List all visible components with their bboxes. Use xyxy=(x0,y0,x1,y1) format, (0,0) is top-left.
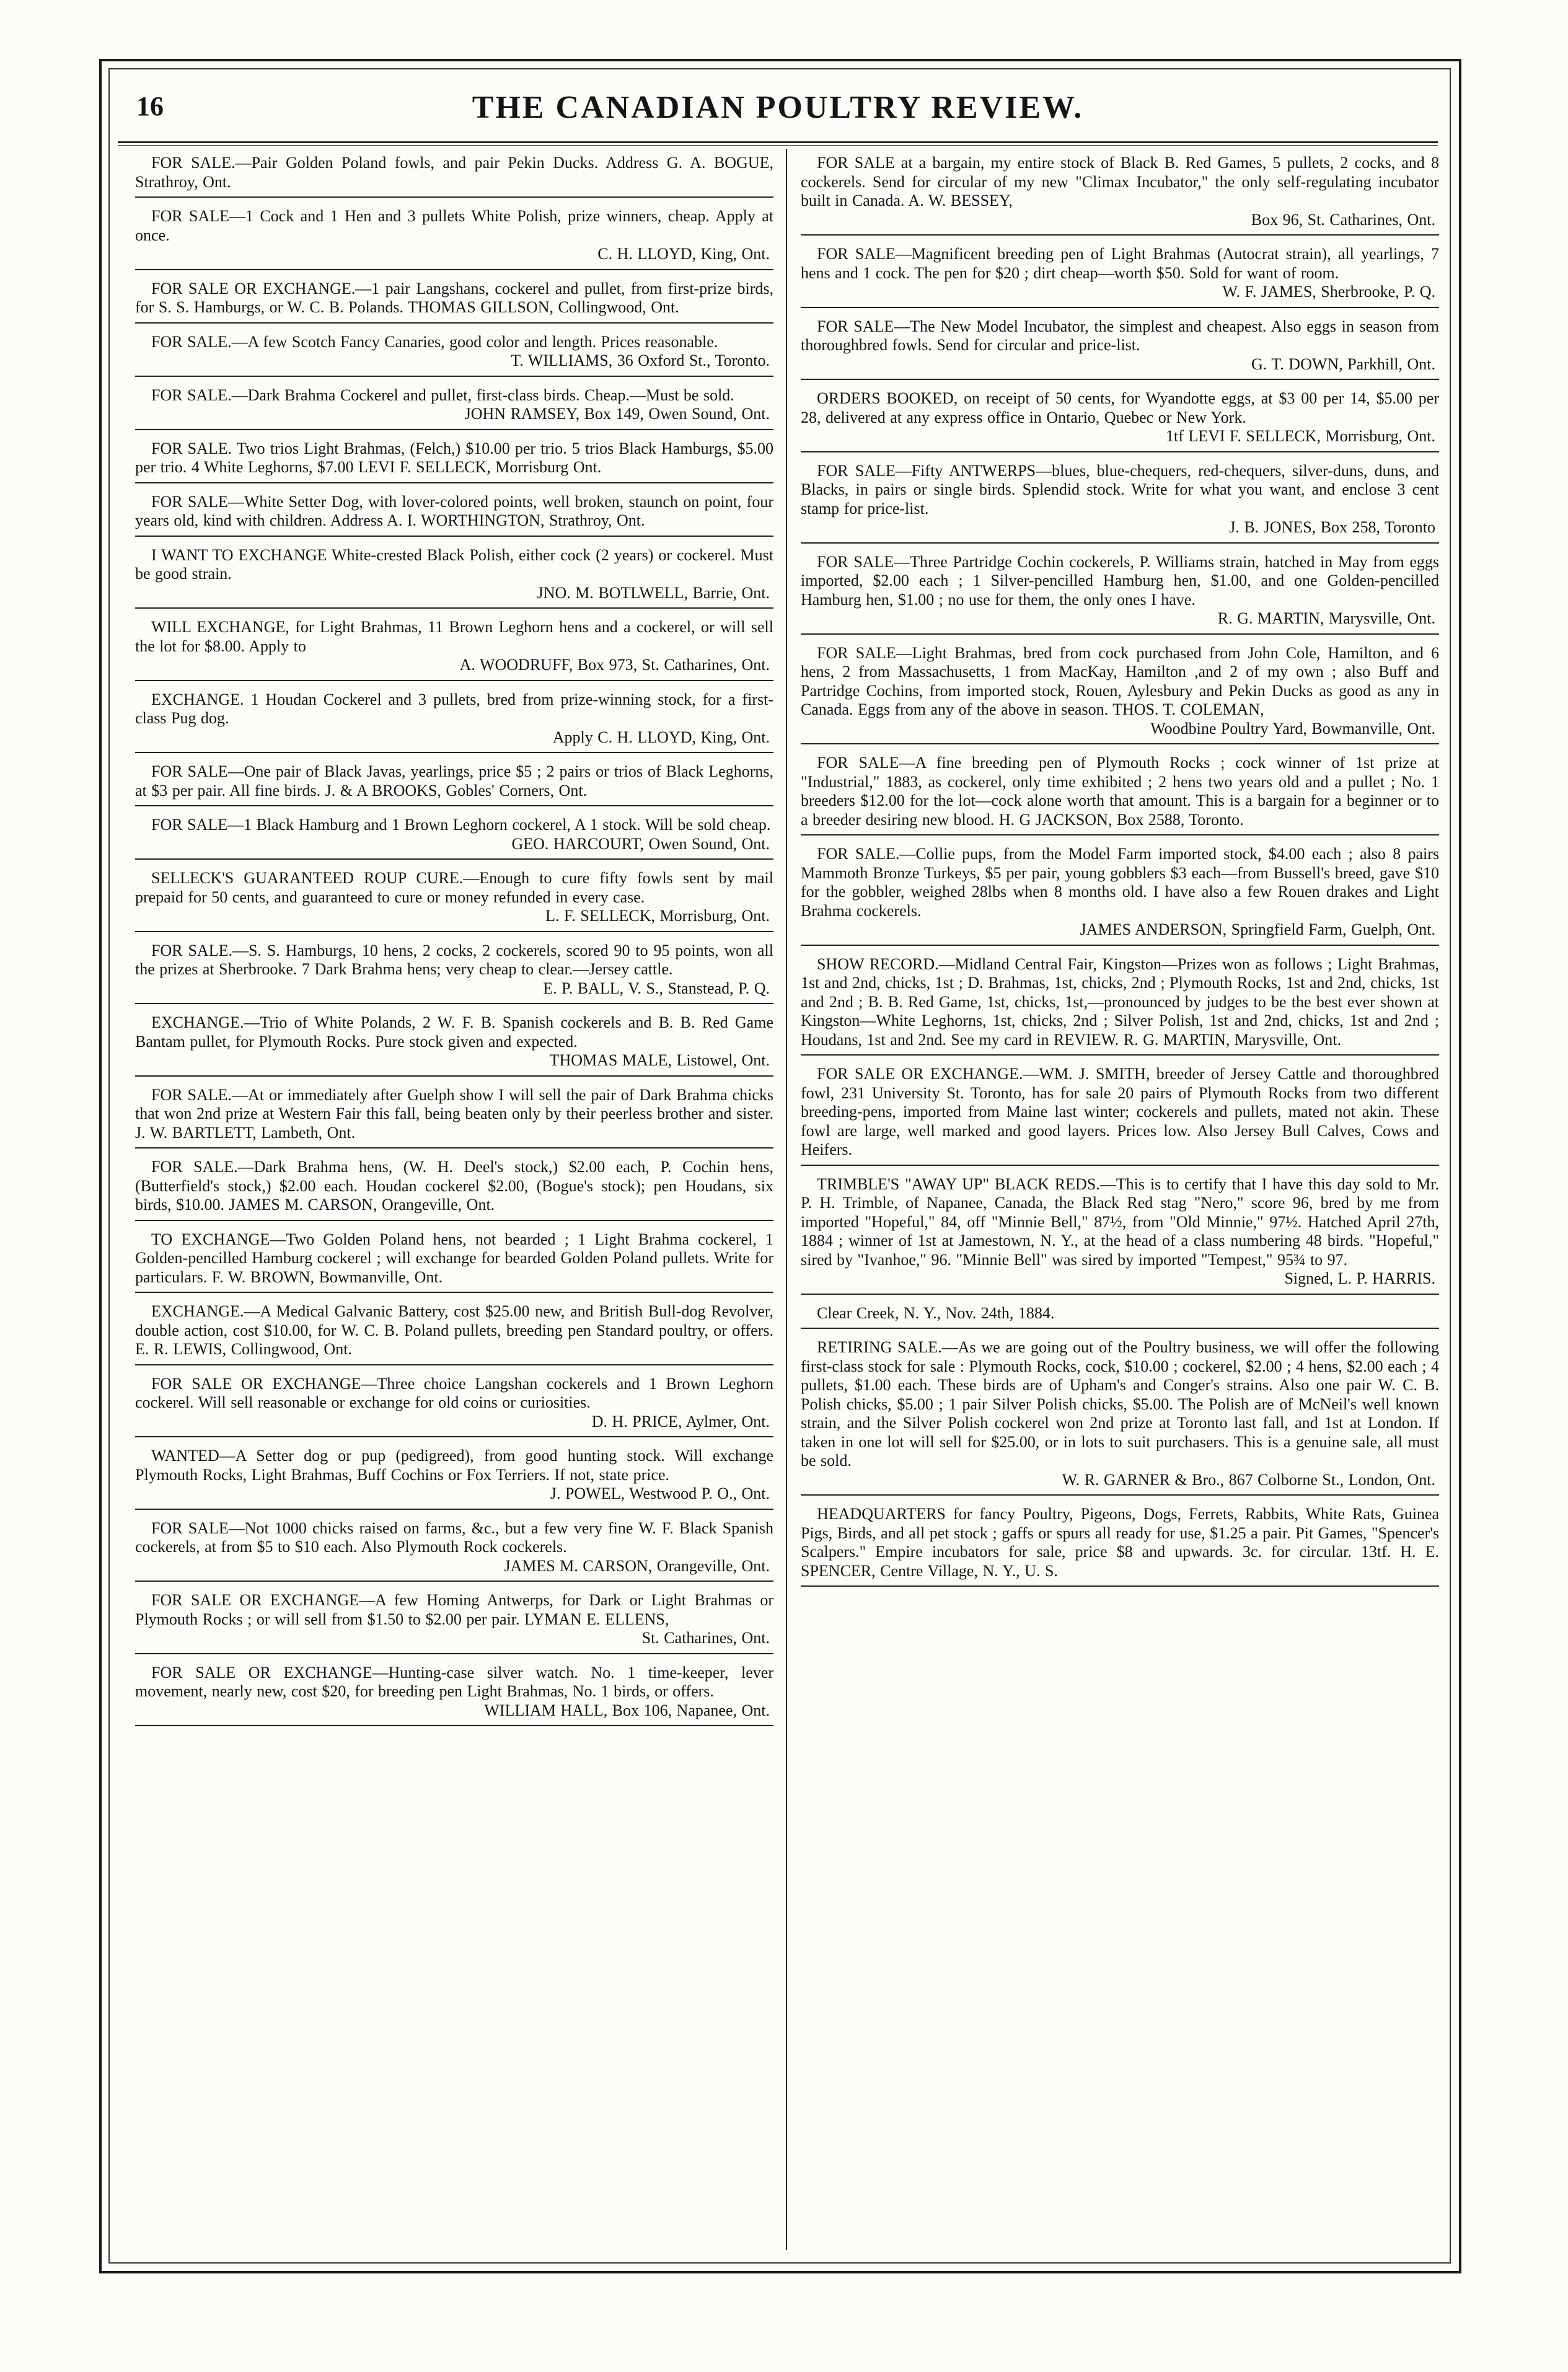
ad-text: SHOW RECORD.—Midland Central Fair, Kingston—Prizes won as follows ; Light Brahmas, 1st and 2nd, chicks, 1st ; D. Brahmas, 1st, chicks, 2nd ; Plymouth Rocks, 1st and 2nd, chicks, 1st and 2nd ; B. B. Red Game, 1st, chicks, 1st,—pronounced by judges to be the best ever shown at Kingston—White Leghorns, 1st, chicks, 2nd ; Silver Polish, 1st and 2nd, chicks, 1st and 2nd ; Houdans, 1st and 2nd. See my card in REVIEW. R. G. MARTIN, Marysville, Ont. xyxy=(801,955,1439,1049)
ad-signature: W. F. JAMES, Sherbrooke, P. Q. xyxy=(1222,283,1435,301)
ad-text: SELLECK'S GUARANTEED ROUP CURE.—Enough to cure fifty fowls sent by mail prepaid for 50 cents, and guaranteed to cure or money refunded in every case. xyxy=(135,869,773,906)
ad-text: EXCHANGE. 1 Houdan Cockerel and 3 pullets, bred from prize-winning stock, for a first-class Pug dog. xyxy=(135,690,773,727)
ad-text: FOR SALE.—Dark Brahma hens, (W. H. Deel's stock,) $2.00 each, P. Cochin hens, (Butterfield's stock,) $2.00 each. Houdan cockerel $2.00, (Bogue's stock); pen Houdans, six birds, $10.00. JAMES M. CARSON, Orangeville, Ont. xyxy=(135,1158,773,1214)
classified-ad xyxy=(135,541,773,609)
classified-ad xyxy=(135,1297,773,1365)
ad-text: FOR SALE OR EXCHANGE—Three choice Langshan cockerels and 1 Brown Leghorn cockerel. Will sell reasonable or exchange for old coins or curiosities. xyxy=(135,1374,773,1411)
classified-ad xyxy=(801,639,1439,745)
classified-ad xyxy=(801,240,1439,308)
classified-ad xyxy=(135,1586,773,1654)
ad-signature: C. H. LLOYD, King, Ont. xyxy=(597,245,770,263)
ad-text: FOR SALE—A fine breeding pen of Plymouth Rocks ; cock winner of 1st prize at "Industrial," 1883, as cockerel, only time exhibited ; 2 hens two years old and a pullet ; No. 1 breeders $12.00 for the lot—cock alone worth that amount. This is a bargain for a beginner or to a breeder desiring new blood. H. G JACKSON, Box 2588, Toronto. xyxy=(801,754,1439,829)
classified-ad xyxy=(135,864,773,932)
ad-text: WANTED—A Setter dog or pup (pedigreed), from good hunting stock. Will exchange Plymouth Rocks, Light Brahmas, Buff Cochins or Fox Terriers. If not, state price. xyxy=(135,1447,773,1484)
ad-signature: J. B. JONES, Box 258, Toronto xyxy=(1229,518,1435,536)
classified-ad xyxy=(135,488,773,537)
ad-text: FOR SALE.—Collie pups, from the Model Farm imported stock, $4.00 each ; also 8 pairs Mammoth Bronze Turkeys, $5 per pair, young gobblers $3 each—from Bussell's breed, gave $10 for the gobbler, weighed 28lbs when 8 months old. I have also a few Rouen drakes and Light Brahma cockerels. xyxy=(801,845,1439,920)
ad-text: WILL EXCHANGE, for Light Brahmas, 11 Brown Leghorn hens and a cockerel, or will sell the lot for $8.00. Apply to xyxy=(135,618,773,655)
ad-signature: W. R. GARNER & Bro., 867 Colborne St., London, Ont. xyxy=(1062,1470,1435,1489)
ad-signature: St. Catharines, Ont. xyxy=(641,1629,770,1647)
classified-ad xyxy=(135,811,773,860)
page-number: 16 xyxy=(136,91,164,121)
classified-ad xyxy=(135,1008,773,1077)
classified-ad xyxy=(801,384,1439,452)
right-column xyxy=(801,149,1439,2250)
ad-signature: A. WOODRUFF, Box 973, St. Catharines, Ont. xyxy=(459,656,770,674)
column-divider xyxy=(786,149,787,2250)
classified-ad xyxy=(135,275,773,324)
ad-text: FOR SALE OR EXCHANGE.—WM. J. SMITH, breeder of Jersey Cattle and thoroughbred fowl, 231 University St. Toronto, has for sale 20 pairs of Plymouth Rocks from two different breeding-pens, imported from Maine last winter; cockerels and pullets, mated not akin. These fowl are large, well marked and good layers. Prices low. Also Jersey Bull Calves, Cows and Heifers. xyxy=(801,1065,1439,1158)
classified-ad xyxy=(801,1333,1439,1496)
classified-ad xyxy=(801,312,1439,381)
ad-text: FOR SALE—Not 1000 chicks raised on farms, &c., but a few very fine W. F. Black Spanish cockerels, at from $5 to $10 each. Also Plymouth Rock cockerels. xyxy=(135,1519,773,1556)
classified-ad xyxy=(801,950,1439,1056)
header-rule xyxy=(118,141,1438,143)
page-header xyxy=(124,73,1432,141)
ad-text: FOR SALE—Fifty ANTWERPS—blues, blue-chequers, red-chequers, silver-duns, duns, and Blacks, in pairs or single birds. Splendid stock. Write for what you want, and enclose 3 cent stamp for price-list. xyxy=(801,461,1439,518)
ad-text: FOR SALE. Two trios Light Brahmas, (Felch,) $10.00 per trio. 5 trios Black Hamburgs, $5.00 per trio. 4 White Leghorns, $7.00 LEVI F. SELLECK, Morrisburg Ont. xyxy=(135,439,773,476)
ad-signature: R. G. MARTIN, Marysville, Ont. xyxy=(1217,609,1435,627)
ad-signature: JAMES M. CARSON, Orangeville, Ont. xyxy=(504,1556,770,1575)
classified-ad xyxy=(801,1170,1439,1295)
ad-text: EXCHANGE.—A Medical Galvanic Battery, cost $25.00 new, and British Bull-dog Revolver, double action, cost $10.00, for W. C. B. Poland pullets, breeding pen Standard poultry, or offers. E. R. LEWIS, Collingwood, Ont. xyxy=(135,1302,773,1358)
classified-ad xyxy=(801,749,1439,835)
ad-signature: Box 96, St. Catharines, Ont. xyxy=(1251,210,1435,229)
ad-signature: JOHN RAMSEY, Box 149, Owen Sound, Ont. xyxy=(464,405,770,423)
ad-text: FOR SALE.—A few Scotch Fancy Canaries, good color and length. Prices reasonable. xyxy=(151,332,718,351)
ad-signature: L. F. SELLECK, Morrisburg, Ont. xyxy=(545,907,770,925)
classified-ad xyxy=(135,328,773,377)
ad-text: FOR SALE at a bargain, my entire stock of Black B. Red Games, 5 pullets, 2 cocks, and 8 cockerels. Send for circular of my new "Climax Incubator," the only self-regulating incubator built in Canada. A. W. BESSEY, xyxy=(801,154,1439,209)
ad-signature: Signed, L. P. HARRIS. xyxy=(1284,1269,1435,1287)
classified-ad xyxy=(135,937,773,1005)
classified-ad xyxy=(135,149,773,198)
classified-ad xyxy=(135,202,773,270)
classified-ad xyxy=(801,840,1439,946)
ad-text: TO EXCHANGE—Two Golden Poland hens, not bearded ; 1 Light Brahma cockerel, 1 Golden-pencilled Hamburg cockerel ; will exchange for bearded Golden Poland pullets. Write for particulars. F. W. BROWN, Bowmanville, Ont. xyxy=(135,1230,773,1286)
ad-text: TRIMBLE'S "AWAY UP" BLACK REDS.—This is to certify that I have this day sold to Mr. P. H. Trimble, of Napanee, Canada, the Black Red stag "Nero," score 96, bred by me from imported "Hopeful," 84, off "Minnie Bell," 87½, from "Old Minnie," 97½. Hatched April 27th, 1884 ; winner of 1st at Jamestown, N. Y., at the head of a class numbering 48 birds. "Hopeful," sired by "Ivanhoe," 96. "Minnie Bell" was sired by imported "Tempest," 95¾ to 97. xyxy=(801,1175,1439,1269)
ad-text: HEADQUARTERS for fancy Poultry, Pigeons, Dogs, Ferrets, Rabbits, White Rats, Guinea Pigs, Birds, and all pet stock ; gaffs or spurs all ready for use, $1.25 a pair. Pit Games, "Spencer's Scalpers." Empire incubators for sale, price $8 and upwards. 3c. for circular. 13tf. H. E. SPENCER, Centre Village, N. Y., U. S. xyxy=(801,1505,1439,1580)
ad-text: RETIRING SALE.—As we are going out of the Poultry business, we will offer the following first-class stock for sale : Plymouth Rocks, cock, $10.00 ; cockerel, $2.00 ; 4 hens, $2.00 each ; 4 pullets, $1.00 each. These birds are of Upham's and Conger's strains. Also one pair W. C. B. Polish chicks, $5.00 ; 1 pair Silver Polish chicks, $5.00. The Polish are of McNeil's well known strain, and the Silver Polish cockerel won 2nd prize at Toronto last fall, and 1st at London. If taken in one lot will sell for $25.00, or in lots to suit purchasers. This is a genuine sale, all must be sold. xyxy=(801,1338,1439,1470)
classified-ad xyxy=(135,1442,773,1510)
ad-text: FOR SALE OR EXCHANGE—Hunting-case silver watch. No. 1 time-keeper, lever movement, nearly new, cost $20, for breeding pen Light Brahmas, No. 1 birds, or offers. xyxy=(135,1663,773,1700)
classified-ad xyxy=(135,686,773,754)
classified-ad xyxy=(801,149,1439,236)
ad-text: FOR SALE.—S. S. Hamburgs, 10 hens, 2 cocks, 2 cockerels, scored 90 to 95 points, won all the prizes at Sherbrooke. 7 Dark Brahma hens; very cheap to clear.—Jersey cattle. xyxy=(135,941,773,978)
classified-ad xyxy=(135,1659,773,1727)
ad-text: FOR SALE.—At or immediately after Guelph show I will sell the pair of Dark Brahma chicks that won 2nd prize at Western Fair this fall, being beaten only by their peerless brother and sister. J. W. BARTLETT, Lambeth, Ont. xyxy=(135,1085,773,1142)
classified-ad xyxy=(801,1060,1439,1166)
ad-signature: D. H. PRICE, Aylmer, Ont. xyxy=(591,1412,770,1431)
ad-signature: Woodbine Poultry Yard, Bowmanville, Ont. xyxy=(1150,719,1435,738)
classified-ad xyxy=(135,434,773,483)
ad-signature: J. POWEL, Westwood P. O., Ont. xyxy=(550,1484,770,1502)
classified-ad xyxy=(135,1225,773,1294)
ad-text: FOR SALE—The New Model Incubator, the simplest and cheapest. Also eggs in season from thoroughbred fowls. Send for circular and price-list. xyxy=(801,317,1439,354)
ad-text: FOR SALE.—Pair Golden Poland fowls, and pair Pekin Ducks. Address G. A. BOGUE, Strathroy, Ont. xyxy=(135,154,773,191)
ad-text: FOR SALE—White Setter Dog, with lover-colored points, well broken, staunch on point, four years old, kind with children. Address A. I. WORTHINGTON, Strathroy, Ont. xyxy=(135,492,773,529)
classified-ad xyxy=(801,1299,1439,1329)
ad-text: EXCHANGE.—Trio of White Polands, 2 W. F. B. Spanish cockerels and B. B. Red Game Bantam pullet, for Plymouth Rocks. Pure stock given and expected. xyxy=(135,1013,773,1051)
ad-text: FOR SALE—Three Partridge Cochin cockerels, P. Williams strain, hatched in May from eggs imported, $2.00 each ; 1 Silver-pencilled Hamburg hen, $1.00, and one Golden-pencilled Hamburg hen, $1.00 ; no use for them, the only ones I have. xyxy=(801,552,1439,609)
classified-ad xyxy=(135,1153,773,1221)
ad-text: FOR SALE OR EXCHANGE.—1 pair Langshans, cockerel and pullet, from first-prize birds, for S. S. Hamburgs, or W. C. B. Polands. THOMAS GILLSON, Collingwood, Ont. xyxy=(135,279,773,316)
ad-text: FOR SALE—1 Black Hamburg and 1 Brown Leghorn cockerel, A 1 stock. Will be sold cheap. xyxy=(151,816,771,834)
classified-ad xyxy=(135,613,773,681)
ad-text: FOR SALE—One pair of Black Javas, yearlings, price $5 ; 2 pairs or trios of Black Leghorns, at $3 per pair. All fine birds. J. & A BROOKS, Gobles' Corners, Ont. xyxy=(135,762,773,800)
ad-signature: T. WILLIAMS, 36 Oxford St., Toronto. xyxy=(511,351,770,369)
ad-signature: 1tf LEVI F. SELLECK, Morrisburg, Ont. xyxy=(1165,427,1435,445)
ad-signature: GEO. HARCOURT, Owen Sound, Ont. xyxy=(511,834,770,853)
classified-ad xyxy=(135,1081,773,1149)
ad-text: Clear Creek, N. Y., Nov. 24th, 1884. xyxy=(817,1303,1055,1322)
classified-ad xyxy=(135,381,773,430)
header-rule-thin xyxy=(118,145,1438,146)
ad-text: FOR SALE—Magnificent breeding pen of Light Brahmas (Autocrat strain), all yearlings, 7 hens and 1 cock. The pen for $20 ; dirt cheap—worth $50. Sold for want of room. xyxy=(801,245,1439,282)
ad-signature: E. P. BALL, V. S., Stanstead, P. Q. xyxy=(543,979,770,997)
ad-text: FOR SALE.—Dark Brahma Cockerel and pullet, first-class birds. Cheap.—Must be sold. xyxy=(151,386,734,404)
classified-ad xyxy=(135,1370,773,1438)
ad-signature: G. T. DOWN, Parkhill, Ont. xyxy=(1251,355,1435,373)
ad-text: I WANT TO EXCHANGE White-crested Black Polish, either cock (2 years) or cockerel. Must be good strain. xyxy=(135,545,773,583)
ad-text: FOR SALE—Light Brahmas, bred from cock purchased from John Cole, Hamilton, and 6 hens, 2 from Massachusetts, 1 from MacKay, Hamilton ,and 2 of my own ; also Buff and Partridge Cochins, from imported stock, Rouen, Aylesbury and Pekin Ducks as good as any in Canada. Eggs from any of the above in season. THOS. T. COLEMAN, xyxy=(801,643,1439,718)
journal-title: THE CANADIAN POULTRY REVIEW. xyxy=(472,90,1084,125)
left-column xyxy=(135,149,773,2250)
ad-text: FOR SALE—1 Cock and 1 Hen and 3 pullets White Polish, prize winners, cheap. Apply at once. xyxy=(135,207,773,244)
classified-ad xyxy=(135,757,773,806)
ad-text: FOR SALE OR EXCHANGE—A few Homing Antwerps, for Dark or Light Brahmas or Plymouth Rocks ; or will sell from $1.50 to $2.00 per pair. LYMAN E. ELLENS, xyxy=(135,1591,773,1628)
classified-ad xyxy=(801,1500,1439,1587)
ad-signature: Apply C. H. LLOYD, King, Ont. xyxy=(552,728,770,746)
classified-ad xyxy=(135,1514,773,1582)
ad-signature: JAMES ANDERSON, Springfield Farm, Guelph, Ont. xyxy=(1080,920,1435,938)
ad-text: ORDERS BOOKED, on receipt of 50 cents, for Wyandotte eggs, at $3 00 per 14, $5.00 per 28, delivered at any express office in Ontario, Quebec or New York. xyxy=(801,389,1439,426)
ad-signature: JNO. M. BOTLWELL, Barrie, Ont. xyxy=(537,583,770,602)
classified-ad xyxy=(801,457,1439,544)
classified-ad xyxy=(801,548,1439,635)
ad-signature: THOMAS MALE, Listowel, Ont. xyxy=(549,1051,770,1069)
ad-signature: WILLIAM HALL, Box 106, Napanee, Ont. xyxy=(484,1701,770,1719)
